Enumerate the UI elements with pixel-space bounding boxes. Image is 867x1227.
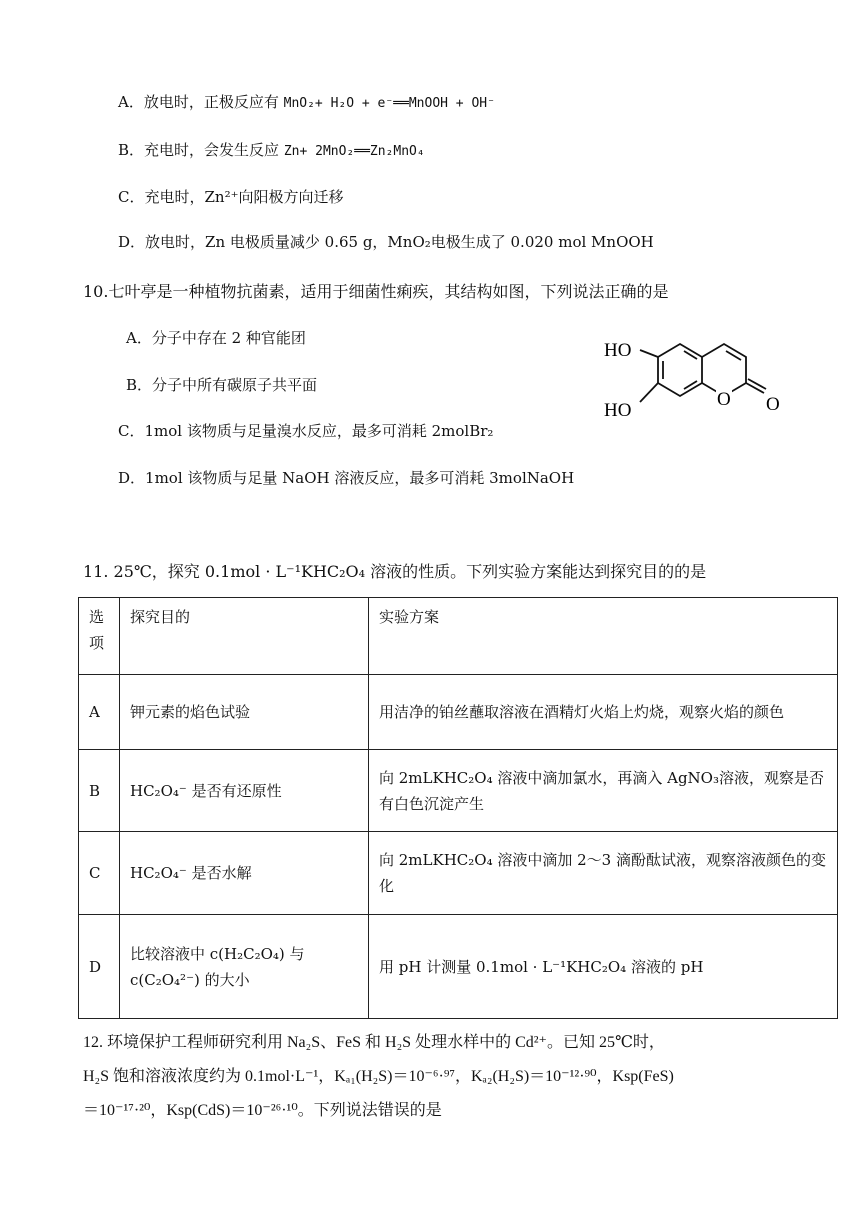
q10-option-b: B．分子中所有碳原子共平面 [126,376,318,394]
hydroxyl-bottom-label: HO [604,400,632,421]
table-row [79,675,838,750]
table-row [79,915,838,1019]
option-formula: Zn+ 2MnO₂══Zn₂MnO₄ [283,144,425,159]
row-goal: HC₂O₄⁻ 是否有还原性 [120,750,369,832]
option-formula: MnO₂+ H₂O + e⁻══MnOOH + OH⁻ [283,96,495,111]
hydroxyl-top-label: HO [604,340,632,361]
row-goal: HC₂O₄⁻ 是否水解 [120,832,369,915]
header-goal: 探究目的 [120,598,369,675]
row-option: D [79,915,120,1019]
row-plan: 向 2mLKHC₂O₄ 溶液中滴加 2～3 滴酚酞试液，观察溶液颜色的变化 [369,832,838,915]
table-header-row [79,598,838,675]
row-plan: 向 2mLKHC₂O₄ 溶液中滴加氯水，再滴入 AgNO₃溶液，观察是否有白色沉淀产生 [369,750,838,832]
q10-option-d: D．1mol 该物质与足量 NaOH 溶液反应，最多可消耗 3molNaOH [118,469,575,487]
header-option: 选项 [79,598,120,675]
table-row [79,750,838,832]
q12-line-3: ＝10⁻¹⁷·²⁰，Ksp(CdS)＝10⁻²⁶·¹⁰。下列说法错误的是 [83,1102,442,1119]
row-option: A [79,675,120,750]
ring-oxygen-label: O [717,389,731,410]
row-plan: 用 pH 计测量 0.1mol · L⁻¹KHC₂O₄ 溶液的 pH [369,915,838,1019]
option-text: 充电时，会发生反应 [144,141,284,159]
q10-option-a: A．分子中存在 2 种官能团 [126,329,306,347]
esculetin-structure [600,330,800,430]
option-letter: D． [118,233,146,251]
option-text: 充电时，Zn²⁺向阳极方向迁移 [144,188,344,206]
q9-option-b [118,140,425,162]
q10-option-c: C．1mol 该物质与足量溴水反应，最多可消耗 2molBr₂ [118,422,494,440]
q12-line-1: 12. 环境保护工程师研究利用 Na₂S、FeS 和 H₂S 处理水样中的 Cd²⁺。已知 25℃时， [83,1034,665,1051]
q9-option-a [118,92,495,114]
q9-option-c [118,187,344,207]
q10-stem: 10.七叶亭是一种植物抗菌素，适用于细菌性痢疾，其结构如图，下列说法正确的是 [83,282,669,301]
option-letter: B． [118,141,145,159]
q12-line-2: H₂S 饱和溶液浓度约为 0.1mol·L⁻¹，Kₐ₁(H₂S)＝10⁻⁶·⁹⁷，Kₐ₂(H₂S)＝10⁻¹²·⁹⁰，Ksp(FeS) [83,1068,674,1085]
q11-table [78,597,838,1019]
row-plan: 用洁净的铂丝蘸取溶液在酒精灯火焰上灼烧，观察火焰的颜色 [369,675,838,750]
option-text: 放电时，Zn 电极质量减少 0.65 g，MnO₂电极生成了 0.020 mol MnOOH [145,233,654,251]
option-letter: A． [118,93,144,111]
table-row [79,832,838,915]
row-option: B [79,750,120,832]
row-goal: 比较溶液中 c(H₂C₂O₄) 与 c(C₂O₄²⁻) 的大小 [120,915,369,1019]
row-option: C [79,832,120,915]
q11-stem: 11. 25℃，探究 0.1mol · L⁻¹KHC₂O₄ 溶液的性质。下列实验方案能达到探究目的的是 [83,562,707,581]
carbonyl-oxygen-label: O [766,394,780,415]
row-goal: 钾元素的焰色试验 [120,675,369,750]
option-letter: C． [118,188,145,206]
header-plan: 实验方案 [369,598,838,675]
option-text: 放电时，正极反应有 [143,93,284,111]
q9-option-d [118,232,654,252]
